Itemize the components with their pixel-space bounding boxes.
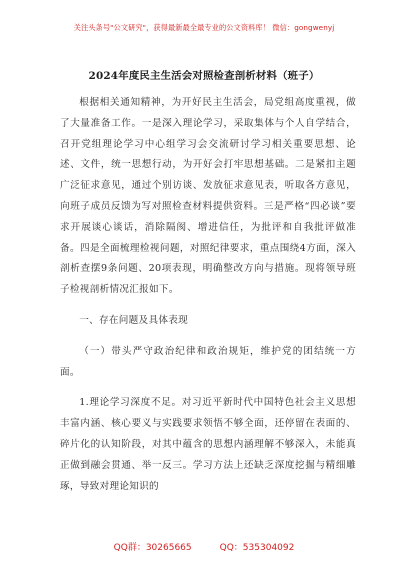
subsection-heading: （一）带头严守政治纪律和政治规矩，维护党的团结统一方面。 bbox=[60, 345, 356, 378]
document-body bbox=[60, 93, 356, 497]
promo-banner: 关注头条号"公文研究"，获得最新最全最专业的公文资料库！ 微信：gongwenyj bbox=[73, 23, 335, 32]
section-heading: 一、存在问题及具体表现 bbox=[79, 314, 189, 326]
intro-paragraph: 根据相关通知精神，为开好民主生活会，局党组高度重视，做了大量准备工作。一是深入理论学习，采取集体与个人自学结合，召开党组理论学习中心组学习会交流研讨学习相关重要思想、论述、文件，统一思想行动，为开好会打牢思想基础。二是紧扣主题广泛征求意见，通过个别访谈、发放征求意见表，听取各方意见，向班子成员反馈为写对照检查材料提供资料。三是严格“四必谈”要求开展谈心谈话，消除隔阂、增进信任，为批评和自我批评做准备。四是全面梳理检视问题，对照纪律要求，重点围绕4方面，深入剖析查摆9条问题、20项表现，明确整改方向与措施。现将领导班子检视剖析情况汇报如下。 bbox=[60, 97, 356, 296]
qq-number-text: QQ：535304092 bbox=[219, 543, 295, 553]
footer-contact bbox=[0, 540, 408, 553]
qq-group-text: QQ群：30265665 bbox=[113, 543, 192, 553]
document-title: 2024年度民主生活会对照检查剖析材料（班子） bbox=[88, 70, 320, 82]
body-paragraph: 1.理论学习深度不足。对习近平新时代中国特色社会主义思想丰富内涵、核心要义与实践要求领悟不够全面，还停留在表面的、碎片化的认知阶段，对其中蕴含的思想内涵理解不够深入，未能真正做到融会贯通、举一反三。学习方法上还缺乏深度挖掘与精细雕琢，导致对理论知识的 bbox=[60, 397, 356, 492]
